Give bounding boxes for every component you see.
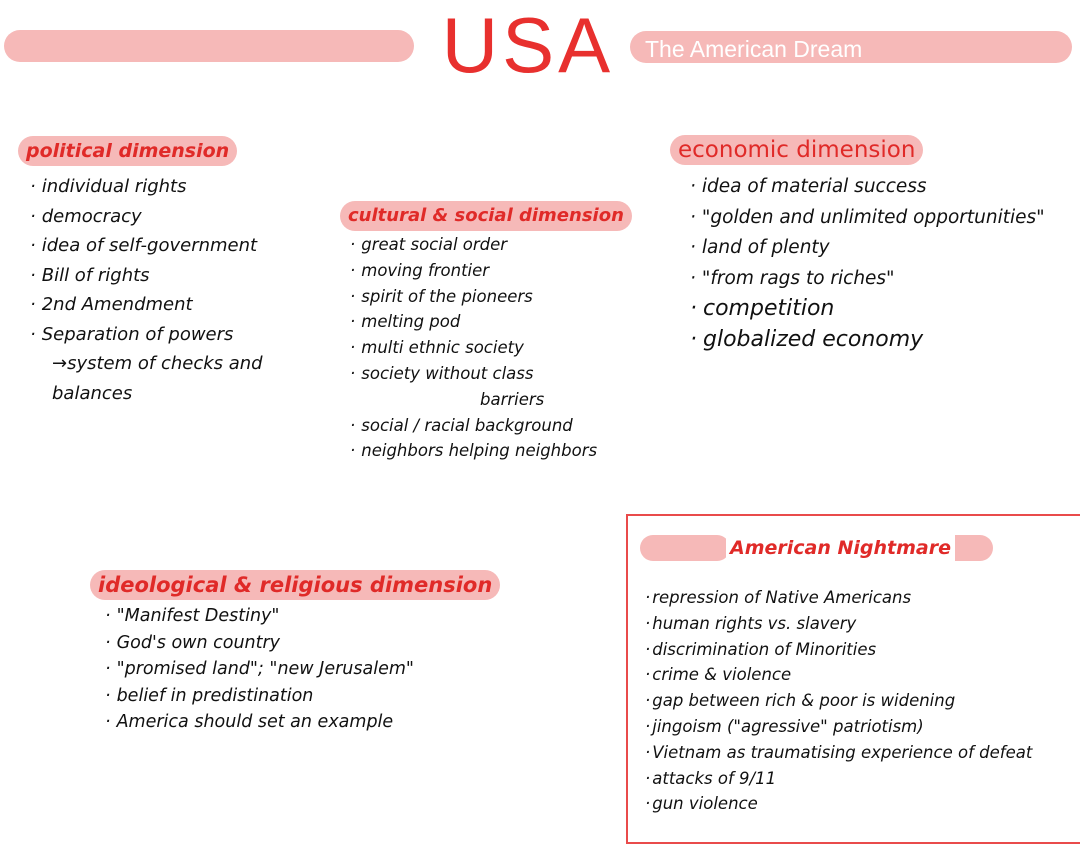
economic-dimension-heading: economic dimension bbox=[670, 135, 923, 165]
list-item: · 2nd Amendment bbox=[30, 290, 263, 320]
page-title: USA bbox=[441, 1, 615, 89]
list-item: · multi ethnic society bbox=[350, 335, 597, 361]
page-subtitle: The American Dream bbox=[645, 36, 863, 62]
list-item-continuation: barriers bbox=[480, 389, 545, 409]
cultural-social-dimension-list bbox=[350, 232, 597, 464]
nightmare-highlight-left bbox=[640, 535, 730, 561]
list-item: · Bill of rights bbox=[30, 261, 263, 291]
list-item: · "promised land"; "new Jerusalem" bbox=[105, 656, 414, 683]
list-item: · individual rights bbox=[30, 172, 263, 202]
ideological-religious-dimension-heading: ideological & religious dimension bbox=[90, 570, 500, 600]
list-item: · attacks of 9/11 bbox=[645, 766, 1032, 792]
list-item: · God's own country bbox=[105, 630, 414, 657]
list-subitem: balances bbox=[52, 382, 133, 404]
list-item: · democracy bbox=[30, 202, 263, 232]
list-item: · "Manifest Destiny" bbox=[105, 603, 414, 630]
list-item: · America should set an example bbox=[105, 709, 414, 736]
title-highlight-bar-left bbox=[4, 30, 414, 62]
list-item: · crime & violence bbox=[645, 662, 1032, 688]
list-item: · melting pod bbox=[350, 309, 597, 335]
list-item: · human rights vs. slavery bbox=[645, 611, 1032, 637]
list-item: · land of plenty bbox=[690, 233, 1045, 264]
list-item: · gun violence bbox=[645, 791, 1032, 817]
list-item: · social / racial background bbox=[350, 413, 597, 439]
list-item: · great social order bbox=[350, 232, 597, 258]
economic-dimension-list bbox=[690, 172, 1045, 355]
american-nightmare-list bbox=[645, 585, 1032, 817]
list-item: · moving frontier bbox=[350, 258, 597, 284]
list-item: · globalized economy bbox=[690, 325, 1045, 356]
list-item: · spirit of the pioneers bbox=[350, 284, 597, 310]
american-nightmare-heading: American Nightmare bbox=[726, 533, 955, 563]
list-item: · discrimination of Minorities bbox=[645, 637, 1032, 663]
list-item: · gap between rich & poor is widening bbox=[645, 688, 1032, 714]
list-item: · neighbors helping neighbors bbox=[350, 438, 597, 464]
cultural-social-dimension-heading: cultural & social dimension bbox=[340, 201, 632, 231]
list-item: · idea of material success bbox=[690, 172, 1045, 203]
political-dimension-list bbox=[30, 172, 263, 408]
list-item: · Separation of powers bbox=[30, 320, 263, 350]
list-item: · competition bbox=[690, 294, 1045, 325]
list-item: · "from rags to riches" bbox=[690, 264, 1045, 295]
list-item: · "golden and unlimited opportunities" bbox=[690, 203, 1045, 234]
list-item: · society without class bbox=[350, 361, 597, 387]
list-item: · belief in predistination bbox=[105, 683, 414, 710]
list-item: · repression of Native Americans bbox=[645, 585, 1032, 611]
political-dimension-heading: political dimension bbox=[18, 136, 237, 166]
list-subitem: →system of checks and bbox=[52, 353, 263, 374]
ideological-religious-dimension-list bbox=[105, 603, 414, 736]
list-item: · Vietnam as traumatising experience of defeat bbox=[645, 740, 1032, 766]
list-item: · idea of self-government bbox=[30, 231, 263, 261]
list-item: · jingoism ("agressive" patriotism) bbox=[645, 714, 1032, 740]
